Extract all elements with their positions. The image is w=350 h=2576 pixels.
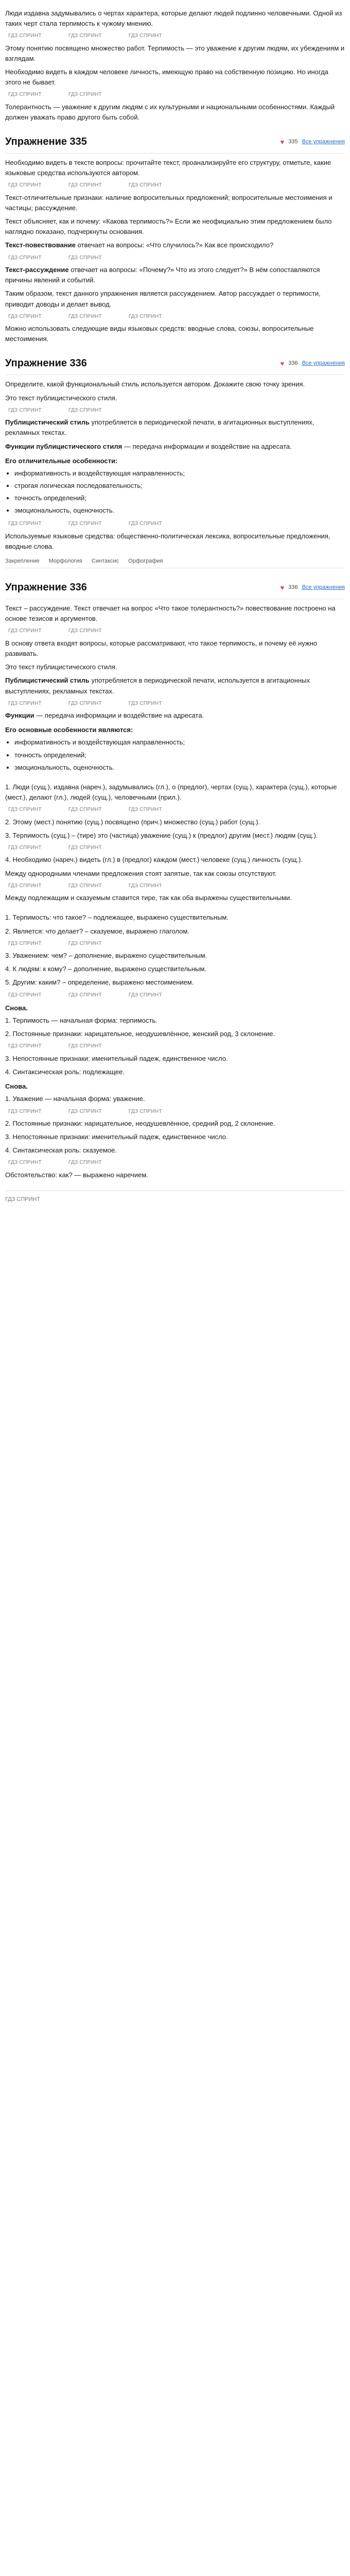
- watermark-row: [5, 1108, 345, 1116]
- analysis-closing: Обстоятельство: как? — выражено наречием.: [5, 1171, 148, 1179]
- analysis-line: 3. Непостоянные признаки: именительный падеж, единственное число.: [5, 1054, 228, 1062]
- watermark-row: [5, 806, 345, 814]
- grammar-note: Между однородными членами предложения стоят запятые, так как союзы отсутствуют.: [5, 869, 277, 877]
- exercise-title: Упражнение 336: [5, 358, 87, 369]
- watermark: ГДЗ СПРИНТ: [128, 807, 162, 813]
- watermark: ГДЗ СПРИНТ: [68, 407, 102, 413]
- heading-text: — передача информации и воздействие на адресата.: [36, 711, 204, 720]
- exercise-paragraph: Это текст публицистического стиля.: [5, 663, 117, 671]
- features-list: [14, 468, 345, 516]
- heading-line: [5, 675, 345, 696]
- exercise-header: [5, 353, 345, 375]
- watermark: ГДЗ СПРИНТ: [8, 255, 42, 261]
- exercise-paragraph: Определите, какой функциональный стиль используется автором. Докажите свою точку зрения.: [5, 380, 305, 388]
- heading-line: [5, 710, 345, 721]
- heading-text: отвечает на вопросы: «Почему?» Что из этого следует?» В нём сопоставляются причины явлений и событий.: [5, 266, 320, 284]
- watermark: ГДЗ СПРИНТ: [8, 1160, 42, 1166]
- watermark: ГДЗ СПРИНТ: [8, 182, 42, 189]
- exercise-paragraph: Текст – рассуждение. Текст отвечает на вопрос «Что такое толерантность?» повествование построено на основе тезисов и аргументов.: [5, 604, 336, 623]
- all-answers-link[interactable]: Все упражнения: [302, 139, 345, 145]
- watermark: ГДЗ СПРИНТ: [68, 844, 102, 851]
- watermark-row: [5, 406, 345, 415]
- tab-item[interactable]: Синтаксис: [91, 558, 119, 565]
- list-item: • эмоциональность, оценочность.: [14, 505, 345, 516]
- likes-count: 336: [288, 584, 298, 591]
- watermark: ГДЗ СПРИНТ: [8, 940, 42, 946]
- grammar-note: Между подлежащим и сказуемым ставится тире, так как оба выражены существительными.: [5, 894, 292, 902]
- grammar-line: 3. Терпимость (сущ.) – (тире) это (частица) уважение (сущ.) к (предлог) другим (мест.) людям (сущ.).: [5, 831, 318, 839]
- features-heading: Его основные особенности являются:: [5, 726, 133, 734]
- watermark: ГДЗ СПРИНТ: [68, 1043, 102, 1049]
- exercise-336: [5, 353, 345, 568]
- watermark: ГДЗ СПРИНТ: [8, 1108, 42, 1114]
- exercise-meta: [280, 359, 345, 369]
- watermark: ГДЗ СПРИНТ: [68, 92, 102, 98]
- watermark: ГДЗ СПРИНТ: [68, 1108, 102, 1114]
- watermark: ГДЗ СПРИНТ: [128, 1108, 162, 1114]
- watermark-row: [5, 882, 345, 890]
- analysis-line: 2. Является: что делает? – сказуемое, выражено глаголом.: [5, 927, 189, 935]
- analysis-line: 1. Терпимость — начальная форма: терпимость.: [5, 1016, 157, 1025]
- analysis-line: 5. Другим: каким? – определение, выражено местоимением.: [5, 978, 194, 987]
- list-item: • эмоциональность, оценочность.: [14, 762, 345, 773]
- bold-heading: Функции: [5, 711, 34, 720]
- exercise-title: Упражнение 336: [5, 582, 87, 594]
- all-answers-link[interactable]: Все упражнения: [302, 584, 345, 591]
- exercise-paragraph: Таким образом, текст данного упражнения является рассуждением. Автор рассуждает о терпимости, приводит доводы и делает вывод.: [5, 290, 321, 308]
- exercise-meta: [280, 137, 345, 147]
- watermark: ГДЗ СПРИНТ: [68, 521, 102, 527]
- heart-icon[interactable]: ♥: [280, 583, 285, 591]
- analysis-line: 3. Непостоянные признаки: именительный падеж, единственное число.: [5, 1133, 228, 1141]
- heading-line: [5, 265, 345, 285]
- analysis-line: 4. К людям: к кому? – дополнение, выражено существительным.: [5, 965, 206, 973]
- watermark-row: [5, 32, 345, 40]
- analysis-line: 1. Терпимость: что такое? – подлежащее, выражено существительным.: [5, 913, 229, 922]
- heading-text: отвечает на вопросы: «Что случилось?» Как все происходило?: [77, 241, 274, 249]
- heading-text: употребляется в периодической печати, в агитационных выступлениях, рекламных текстах.: [5, 418, 314, 437]
- tab-item[interactable]: Закрепление: [5, 558, 40, 565]
- exercise-paragraph: Текст объясняет, как и почему: «Какова терпимость?» Если же неофициально этим предложением было наглядно показано, подчеркнуты основания.: [5, 217, 332, 236]
- intro-section: [5, 8, 345, 123]
- watermark: ГДЗ СПРИНТ: [8, 313, 42, 319]
- analysis-line: 2. Постоянные признаки: нарицательное, неодушевлённое, женский род, 3 склонение.: [5, 1030, 275, 1038]
- watermark-row: [5, 91, 345, 99]
- list-item: • точность определений;: [14, 493, 345, 503]
- features-list: [14, 737, 345, 772]
- exercise-335: [5, 132, 345, 344]
- list-item: • строгая логическая последовательность;: [14, 481, 345, 491]
- intro-paragraph-1: Люди издавна задумывались о чертах характера, которые делают людей подлинно человечными. Одной из таких черт стала терпимость к чужому мнению.: [5, 9, 342, 28]
- bold-heading: Публицистический стиль: [5, 676, 90, 685]
- exercise-336-alt: [5, 578, 345, 773]
- watermark: ГДЗ СПРИНТ: [8, 407, 42, 413]
- watermark: ГДЗ СПРИНТ: [128, 992, 162, 998]
- heart-icon[interactable]: ♥: [280, 359, 285, 367]
- repeat-heading: Снова.: [5, 1082, 28, 1091]
- watermark-row: [5, 520, 345, 528]
- watermark: ГДЗ СПРИНТ: [8, 700, 42, 706]
- heart-icon[interactable]: ♥: [280, 138, 285, 146]
- bold-heading: Функции публицистического стиля: [5, 442, 122, 450]
- list-item: • информативность и воздействующая направленность;: [14, 737, 345, 748]
- watermark: ГДЗ СПРИНТ: [128, 521, 162, 527]
- watermark: ГДЗ СПРИНТ: [128, 33, 162, 39]
- heading-text: употребляется в периодической печати, используется в агитационных выступлениях, рекламных текстах.: [5, 676, 310, 695]
- exercise-paragraph: Необходимо видеть в тексте вопросы: прочитайте текст, проанализируйте его структуру, отметьте, какие языковые средства используются автором.: [5, 159, 331, 177]
- watermark-row: [5, 627, 345, 635]
- watermark: ГДЗ СПРИНТ: [8, 992, 42, 998]
- heading-line: [5, 240, 345, 250]
- watermark: ГДЗ СПРИНТ: [68, 940, 102, 946]
- exercise-title: Упражнение 335: [5, 136, 87, 148]
- watermark: ГДЗ СПРИНТ: [68, 313, 102, 319]
- features-heading: Его отличительные особенности:: [5, 456, 118, 465]
- analysis-line: 4. Синтаксическая роль: подлежащее.: [5, 1068, 125, 1076]
- watermark: ГДЗ СПРИНТ: [8, 883, 42, 889]
- watermark: ГДЗ СПРИНТ: [68, 1160, 102, 1166]
- watermark-row: [5, 844, 345, 852]
- intro-paragraph-2: Этому понятию посвящено множество работ. Терпимость — это уважение к другим людям, их убеждениям и взглядам.: [5, 44, 345, 62]
- grammar-section: [5, 782, 345, 903]
- watermark-row: [5, 313, 345, 321]
- watermark-row: [5, 1042, 345, 1050]
- watermark: ГДЗ СПРИНТ: [128, 182, 162, 189]
- watermark-row: [5, 940, 345, 948]
- analysis-line: 1. Уважение — начальная форма: уважение.: [5, 1095, 145, 1103]
- watermark-row: [5, 181, 345, 190]
- grammar-line: 4. Необходимо (нареч.) видеть (гл.) в (предлог) каждом (мест.) человеке (сущ.) личность (сущ.).: [5, 856, 303, 864]
- watermark: ГДЗ СПРИНТ: [8, 628, 42, 634]
- exercise-paragraph: В основу ответа входят вопросы, которые рассматривают, что такое терпимость, и почему её нужно развивать.: [5, 639, 318, 658]
- watermark-row: [5, 991, 345, 999]
- watermark: ГДЗ СПРИНТ: [68, 628, 102, 634]
- tab-item[interactable]: Морфология: [48, 558, 82, 565]
- footer: [5, 1191, 345, 1204]
- watermark: ГДЗ СПРИНТ: [8, 521, 42, 527]
- watermark: ГДЗ СПРИНТ: [68, 992, 102, 998]
- analysis-line: 4. Синтаксическая роль: сказуемое.: [5, 1146, 117, 1155]
- watermark-row: [5, 700, 345, 708]
- grammar-line: 1. Люди (сущ.), издавна (нареч.), задумывались (гл.), о (предлог), чертах (сущ.), характера (сущ.), которые (мест.), делают (гл.), людей (сущ.), человечными (прил.).: [5, 783, 337, 802]
- watermark: ГДЗ СПРИНТ: [8, 1043, 42, 1049]
- watermark: ГДЗ СПРИНТ: [8, 807, 42, 813]
- bold-heading: Текст-рассуждение: [5, 266, 69, 274]
- analysis-line: 2. Постоянные признаки: нарицательное, неодушевлённое, средний род, 2 склонение.: [5, 1120, 275, 1128]
- likes-count: 335: [288, 139, 298, 145]
- watermark: ГДЗ СПРИНТ: [68, 33, 102, 39]
- exercise-paragraph: Можно использовать следующие виды языковых средств: вводные слова, союзы, вопросительные местоимения.: [5, 325, 314, 343]
- watermark-row: [5, 254, 345, 262]
- watermark: ГДЗ СПРИНТ: [8, 33, 42, 39]
- likes-count: 336: [288, 360, 298, 367]
- heading-line: [5, 417, 345, 438]
- watermark: ГДЗ СПРИНТ: [68, 883, 102, 889]
- exercise-header: [5, 578, 345, 599]
- topic-tabs: [5, 555, 345, 568]
- footer-text: ГДЗ СПРИНТ: [5, 1196, 41, 1203]
- bold-heading: Текст-повествование: [5, 241, 76, 249]
- exercise-meta: [280, 583, 345, 593]
- exercise-paragraph: Используемые языковые средства: общественно-политическая лексика, вопросительные предложения, вводные слова.: [5, 532, 330, 550]
- watermark: ГДЗ СПРИНТ: [8, 844, 42, 851]
- watermark: ГДЗ СПРИНТ: [128, 700, 162, 706]
- exercise-paragraph: Это текст публицистического стиля.: [5, 394, 117, 402]
- watermark: ГДЗ СПРИНТ: [68, 807, 102, 813]
- exercise-header: [5, 132, 345, 154]
- grammar-line: 2. Этому (мест.) понятию (сущ.) посвящено (прич.) множество (сущ.) работ (сущ.).: [5, 818, 260, 826]
- watermark: ГДЗ СПРИНТ: [68, 255, 102, 261]
- watermark-row: [5, 1159, 345, 1167]
- analysis-line: 3. Уважением: чем? – дополнение, выражено существительным.: [5, 952, 207, 960]
- watermark: ГДЗ СПРИНТ: [68, 182, 102, 189]
- list-item: • информативность и воздействующая направленность;: [14, 468, 345, 479]
- watermark: ГДЗ СПРИНТ: [128, 313, 162, 319]
- watermark: ГДЗ СПРИНТ: [68, 700, 102, 706]
- watermark: ГДЗ СПРИНТ: [128, 883, 162, 889]
- heading-text: — передача информации и воздействие на адресата.: [124, 442, 292, 450]
- analysis-section: [5, 912, 345, 1180]
- watermark: ГДЗ СПРИНТ: [8, 92, 42, 98]
- heading-line: [5, 442, 345, 452]
- all-answers-link[interactable]: Все упражнения: [302, 360, 345, 367]
- list-item: • точность определений;: [14, 750, 345, 760]
- intro-paragraph-3: Необходимо видеть в каждом человеке личность, имеющую право на собственную позицию. Но иногда этого не бывает.: [5, 68, 328, 87]
- bold-heading: Публицистический стиль: [5, 418, 90, 427]
- exercise-paragraph: Текст-отличительные признаки: наличие вопросительных предложений; вопросительные местоимения и частицы; рассуждение.: [5, 193, 332, 212]
- tab-item[interactable]: Орфография: [128, 558, 163, 565]
- intro-paragraph-4: Толерантность — уважение к другим людям с их культурными и национальными особенностями. Каждый должен уважать право другого быть собой.: [5, 103, 335, 121]
- page-root: [5, 0, 345, 1225]
- repeat-heading: Снова.: [5, 1004, 28, 1012]
